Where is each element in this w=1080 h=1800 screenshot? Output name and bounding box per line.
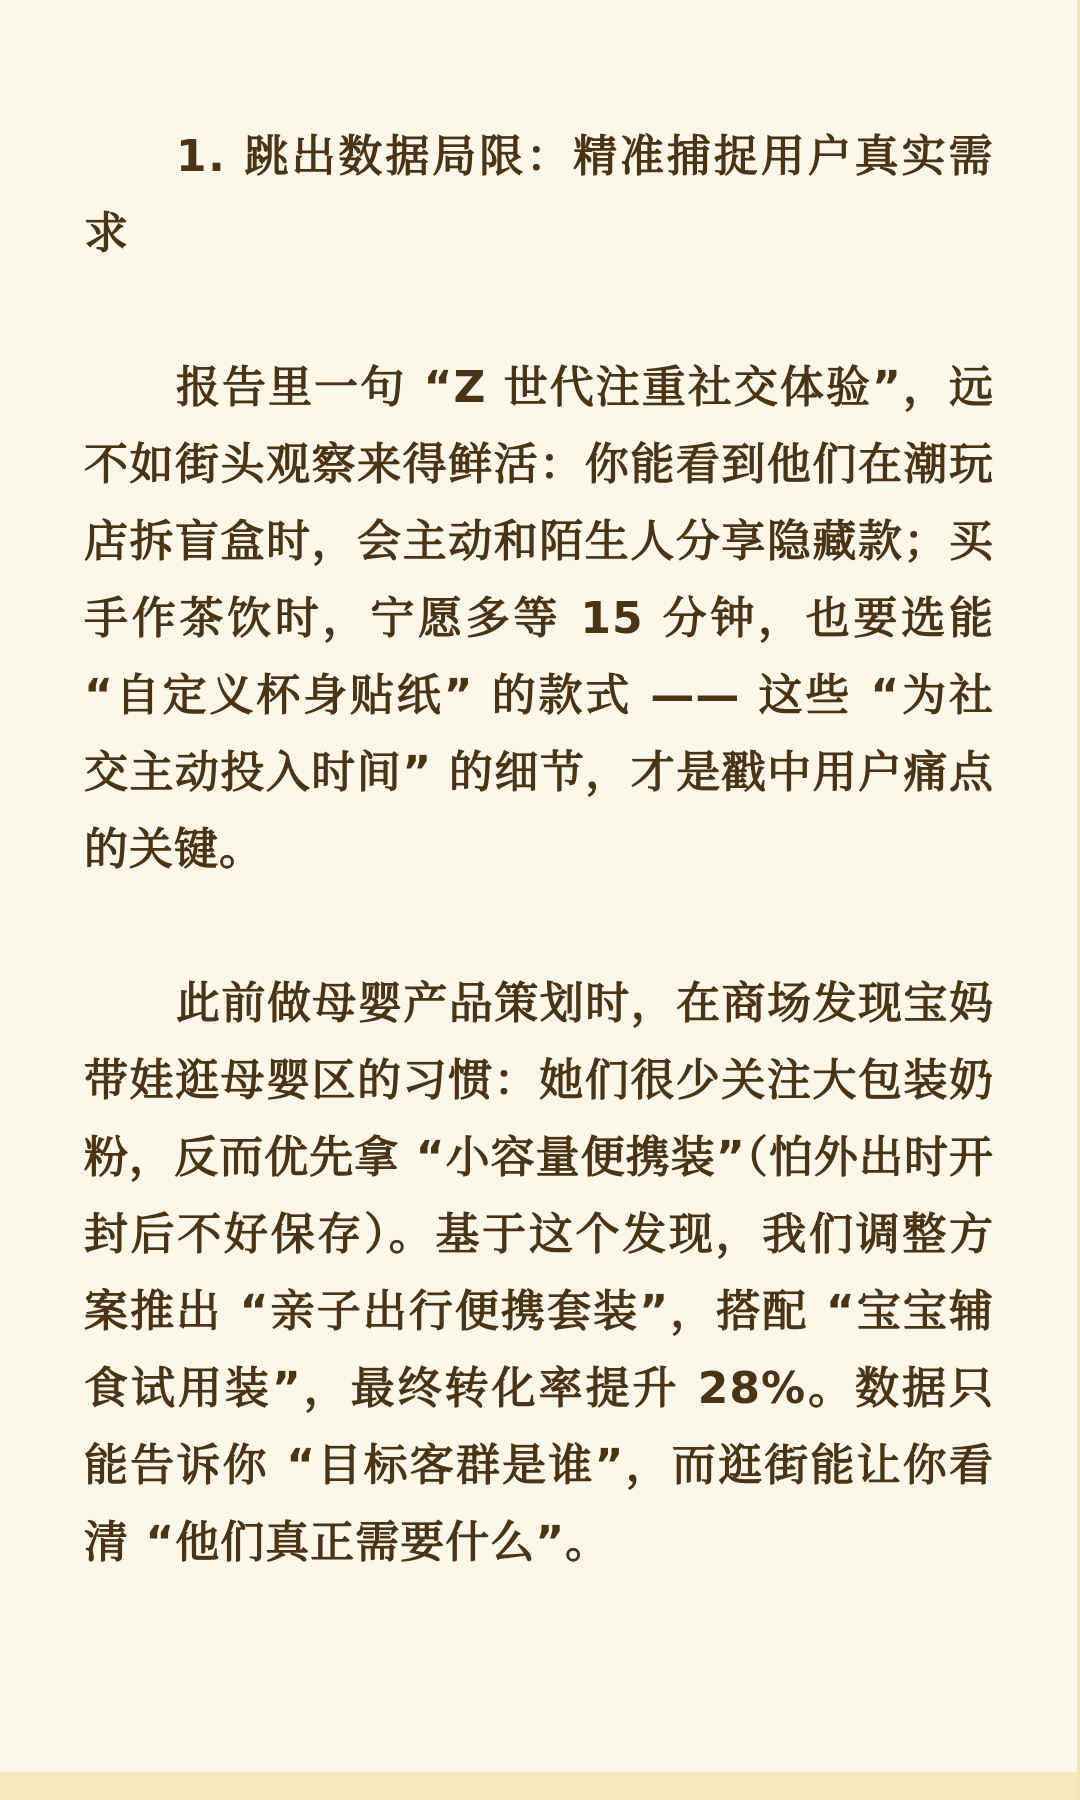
section-heading: 1. 跳出数据局限：精准捕捉用户真实需求 [84,131,994,259]
bottom-decorative-band [0,1772,1077,1800]
paragraph-case-study: 此前做母婴产品策划时，在商场发现宝妈带娃逛母婴区的习惯：她们很少关注大包装奶粉，反而优先拿 “小容量便携装”（怕外出时开封后不好保存）。基于这个发现，我们调整方案推出 “亲子出行便携套装”，搭配 “宝宝辅食试用装”，最终转化率提升 28%。数据只能告诉你 “目标客群是谁”，而逛街能让你看清 “他们真正需要什么”。 [84,978,994,1568]
paragraph-observation: 报告里一句 “Z 世代注重社交体验”，远不如街头观察来得鲜活：你能看到他们在潮玩店拆盲盒时，会主动和陌生人分享隐藏款；买手作茶饮时，宁愿多等 15 分钟，也要选能 “自定义杯身贴纸” 的款式 —— 这些 “为社交主动投入时间” 的细节，才是戳中用户痛点的关键。 [84,362,994,875]
article-body [84,118,994,1581]
